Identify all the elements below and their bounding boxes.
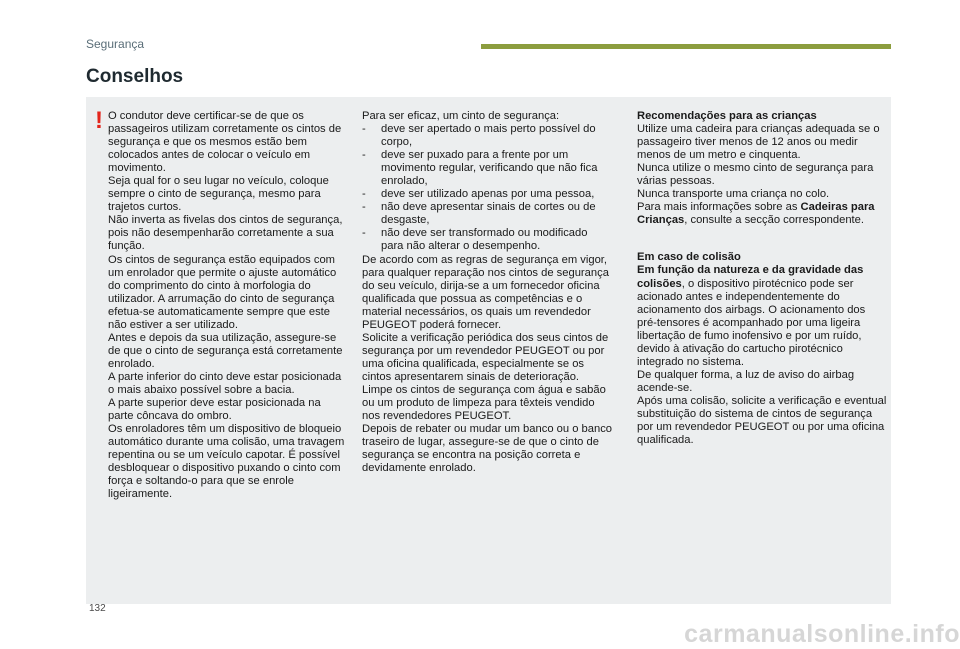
text-run: , consulte a secção correspondente.: [684, 214, 864, 227]
col3-paragraph: Nunca transporte uma criança no colo.: [637, 188, 830, 201]
col2-intro: Para ser eficaz, um cinto de segurança:: [362, 110, 560, 122]
column-2: [362, 110, 612, 475]
column-1: [108, 110, 348, 501]
list-dash: -: [362, 201, 366, 214]
text-run: Para mais informações sobre as: [637, 201, 801, 214]
col1-paragraph: O condutor deve certificar-se de que os passageiros utilizam corretamente os cintos de segurança e que os mesmos estão bem colocados antes de colocar o veículo em movimento.: [108, 110, 342, 175]
col3-paragraph: De qualquer forma, a luz de aviso do airbag acende-se.: [637, 368, 855, 394]
list-item-text: deve ser utilizado apenas por uma pessoa,: [381, 188, 595, 201]
col3-paragraph: Após uma colisão, solicite a verificação e eventual substituição do sistema de cintos de segurança por um revendedor PEUGEOT ou por uma oficina qualificada.: [637, 394, 887, 447]
children-heading: Recomendações para as crianças: [637, 110, 817, 122]
list-item: [362, 149, 612, 188]
col1-paragraph: A parte inferior do cinto deve estar posicionada o mais abaixo possível sobre a bacia.: [108, 370, 342, 396]
list-dash: -: [362, 227, 366, 240]
col1-paragraph: Seja qual for o seu lugar no veículo, coloque sempre o cinto de segurança, mesmo para trajetos curtos.: [108, 175, 329, 214]
col1-paragraph: Os enroladores têm um dispositivo de bloqueio automático durante uma colisão, uma travagem repentina ou se um veículo capotar. É possível desbloquear o dispositivo puxando o cinto com força e soltando-o para que se enrole ligeiramente.: [108, 423, 345, 501]
col1-paragraph: Não inverta as fivelas dos cintos de segurança, pois não desempenharão corretamente a sua função.: [108, 214, 343, 253]
col2-paragraph: Limpe os cintos de segurança com água e sabão ou um produto de limpeza para têxteis vendido nos revendedores PEUGEOT.: [362, 383, 606, 423]
text-run: , o dispositivo pirotécnico pode ser acionado antes e independentemente do acionamento dos airbags. O acionamento dos pré-tensores é acompanhado por uma ligeira libertação de fumo inofensivo e por um ruído, devido à ativação do cartucho pirotécnico integrado no sistema.: [637, 277, 866, 368]
col1-paragraph: Os cintos de segurança estão equipados com um enrolador que permite o ajuste automático do comprimento do cinto à morfologia do utilizador. A arrumação do cinto de segurança efetua-se automaticamente sempre que este não estiver a ser utilizado.: [108, 253, 337, 331]
page-number: 132: [89, 603, 106, 614]
list-item: [362, 201, 612, 227]
spacer: [637, 227, 887, 251]
crash-subheading: Em função da natureza e da gravidade das colisões: [637, 264, 864, 290]
page-title: Conselhos: [86, 66, 184, 87]
list-item-text: deve ser apertado o mais perto possível do corpo,: [381, 123, 596, 149]
col1-paragraph: Antes e depois da sua utilização, assegure-se de que o cinto de segurança está corretamente enrolado.: [108, 331, 343, 370]
col2-paragraph: Solicite a verificação periódica dos seus cintos de segurança por um revendedor PEUGEOT ou por uma oficina qualificada, especialmente se os cintos apresentarem sinais de deterioração.: [362, 331, 609, 383]
list-item: [362, 188, 612, 201]
child-seats-reference: Cadeiras para Crianças: [637, 201, 875, 227]
list-item: [362, 123, 612, 149]
col3-paragraph: [637, 264, 887, 368]
list-dash: -: [362, 123, 366, 136]
col3-paragraph: Utilize uma cadeira para crianças adequada se o passageiro tiver menos de 12 anos ou medir menos de um metro e cinquenta.: [637, 123, 880, 162]
col2-paragraph: De acordo com as regras de segurança em vigor, para qualquer reparação nos cintos de segurança do seu veículo, dirija-se a um fornecedor oficina qualificada que possua as competências e o material necessários, os quais um revendedor PEUGEOT poderá fornecer.: [362, 253, 609, 331]
column-3: [637, 110, 887, 447]
col3-paragraph: Nunca utilize o mesmo cinto de segurança para várias pessoas.: [637, 162, 874, 188]
list-dash: -: [362, 188, 366, 201]
list-item-text: deve ser puxado para a frente por um movimento regular, verificando que não fica enrolado,: [381, 149, 598, 188]
list-item-text: não deve apresentar sinais de cortes ou de desgaste,: [381, 201, 596, 227]
warning-icon: !: [95, 107, 103, 134]
col1-paragraph: A parte superior deve estar posicionada na parte côncava do ombro.: [108, 397, 321, 423]
watermark: carmanualsonline.info: [684, 620, 960, 648]
list-item-text: não deve ser transformado ou modificado para não alterar o desempenho.: [381, 227, 588, 253]
section-accent-bar: [481, 44, 891, 49]
col2-paragraph: Depois de rebater ou mudar um banco ou o banco traseiro de lugar, assegure-se de que o cinto de segurança se encontra na posição correta e devidamente enrolado.: [362, 423, 613, 475]
crash-heading: Em caso de colisão: [637, 251, 741, 264]
list-dash: -: [362, 149, 366, 162]
col3-paragraph: [637, 201, 887, 227]
list-item: [362, 227, 612, 253]
section-label: Segurança: [86, 37, 145, 51]
